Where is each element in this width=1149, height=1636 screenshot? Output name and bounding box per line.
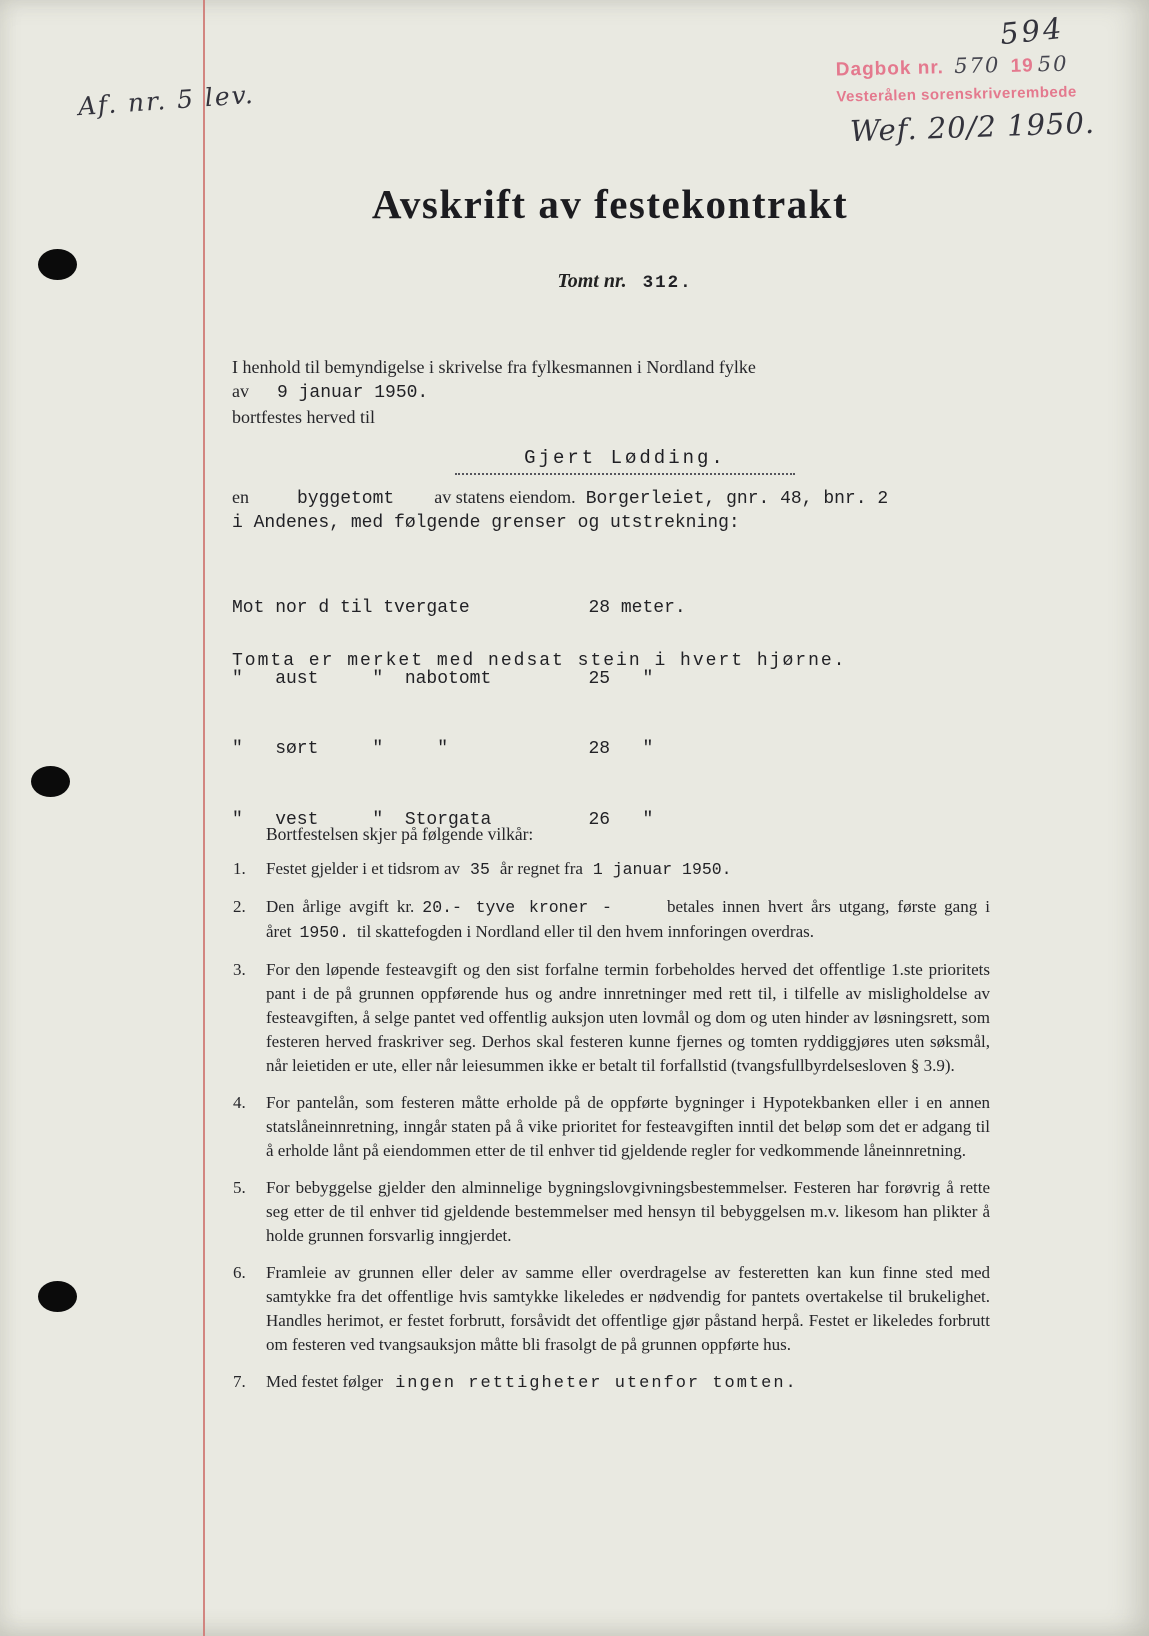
condition-1-typed-duration: 35	[470, 860, 490, 879]
condition-number: 5.	[233, 1178, 246, 1197]
boundary-row-north: Mot nor d til tvergate 28 meter.	[232, 598, 686, 618]
condition-number: 4.	[233, 1093, 246, 1112]
grant-line	[232, 487, 888, 509]
condition-text	[266, 1370, 990, 1396]
journal-stamp	[836, 51, 1077, 105]
condition-number: 7.	[233, 1372, 246, 1391]
condition-item-2	[233, 895, 990, 945]
condition-number: 6.	[233, 1263, 246, 1282]
boundary-row-west: " vest " Storgata 26 "	[232, 809, 654, 830]
condition-text: For pantelån, som festeren måtte erholde på de oppførte bygninger i Hypotekbanken eller i en annen statslåneinnretning, inngår staten på å vike prioritet for festeavgiften inntil det beløp som det er adgang til å erholde lånt på eiendommen etter de til enhver tid gjeldende regler for vedkommende låneinnretning.	[266, 1093, 990, 1160]
plot-number-label: Tomt nr.	[557, 270, 627, 292]
punch-hole-middle	[31, 766, 70, 797]
location-line: i Andenes, med følgende grenser og utstrekning:	[232, 513, 740, 533]
punch-hole-bottom	[38, 1281, 77, 1312]
condition-text	[266, 857, 990, 882]
condition-text: For bebyggelse gjelder den alminnelige bygningslovgivningsbestemmelser. Festeren har forøvrig å rette seg etter de til enhver tid gjeldende bestemmelser med hensyn til bebyggelsen m.v. likesom han plikter å holde grunnen forsvarlig inngjerdet.	[266, 1178, 990, 1245]
condition-item-6	[233, 1261, 990, 1357]
condition-number: 2.	[233, 897, 246, 916]
intro-line-2	[232, 379, 756, 405]
intro-line-3: bortfestes herved til	[232, 407, 375, 427]
handwritten-date-note: Wef. 20/2 1950.	[849, 105, 1096, 149]
plot-number-value: 312.	[642, 273, 693, 293]
condition-7-typed: ingen rettigheter utenfor tomten.	[395, 1374, 798, 1393]
conditions-heading: Bortfestelsen skjer på følgende vilkår:	[266, 824, 534, 844]
condition-1-printed-a: Festet gjelder i et tidsrom av	[266, 859, 461, 878]
condition-number: 3.	[233, 960, 246, 979]
marker-note: Tomta er merket med nedsat stein i hvert hjørne.	[232, 651, 847, 671]
condition-item-5	[233, 1176, 990, 1248]
condition-1-typed-date: 1 januar 1950.	[592, 860, 732, 879]
condition-7-printed: Med festet følger	[266, 1372, 384, 1391]
condition-number: 1.	[233, 859, 246, 878]
condition-item-1	[233, 857, 990, 882]
condition-2-printed-b: betales innen hvert års utgang, første gang i året	[266, 897, 990, 941]
stamp-year-handwritten: 50	[1037, 51, 1069, 77]
intro-date-typed: 9 januar 1950.	[277, 383, 429, 403]
page-number: 594	[998, 10, 1066, 52]
condition-2-printed-a: Den årlige avgift kr.	[266, 897, 415, 916]
grant-property-typed: Borgerleiet, gnr. 48, bnr. 2	[585, 489, 889, 509]
intro-line-1: I henhold til bemyndigelse i skrivelse fra fylkesmannen i Nordland fylke	[232, 357, 756, 377]
plot-number	[230, 270, 1020, 293]
stamp-year-printed: 19	[1010, 55, 1034, 77]
boundary-row-south: " sørt " " 28 "	[232, 739, 654, 759]
intro-paragraph	[232, 355, 756, 429]
stamp-journal-number: 570	[953, 53, 1001, 79]
condition-item-7	[233, 1370, 990, 1396]
punch-hole-top	[38, 249, 77, 280]
condition-2-typed-amount: 20.- tyve kroner -	[422, 898, 612, 917]
condition-text	[266, 895, 990, 945]
condition-item-3	[233, 958, 990, 1078]
stamp-journal-line	[836, 51, 1077, 81]
condition-item-4	[233, 1091, 990, 1163]
stamp-label: Dagbok nr.	[835, 57, 945, 81]
boundary-row-east: " aust " nabotomt 25 "	[232, 668, 654, 689]
condition-text: For den løpende festeavgift og den sist forfalne termin forbeholdes herved det offentlige 1.ste prioritets pant i de på grunnen oppførende hus og andre innretninger med rett til, i tilfelle av misligholdelse av festeavgiften, å selge pantet ved offentlig auksjon uten lovmål og dom og uten hinder av løsningsrett, som festeren herved fraskriver seg. Derhos skal festeren kunne fjernes og tomten ryddiggjøres uten søksmål, når leietiden er ute, eller når leiesummen ikke er betalt til forfallstid (tvangsfullbyrdelsesloven § 3.9).	[266, 960, 990, 1075]
condition-2-printed-c: til skattefogden i Nordland eller til den hvem innforingen overdras.	[357, 922, 814, 941]
conditions-section	[233, 822, 990, 1409]
grant-type-typed: byggetomt	[297, 489, 395, 509]
condition-text: Framleie av grunnen eller deler av samme eller overdragelse av festeretten kan kun finne sted med samtykke fra det offentlige hvis samtykke likeledes er nødvendig for pantets overtakelse til brukelighet. Handles herimot, er festet forbrutt, forsåvidt det offentlige gjør påstand herpå. Festet er likeledes forbrutt om festeren ved tvangsauksjon måtte bli frasolgt de på grunnen oppførte hus.	[266, 1263, 990, 1354]
stamp-office-name: Vesterålen sorenskriverembede	[836, 83, 1077, 106]
intro-line-2-prefix: av	[232, 381, 249, 401]
document-title: Avskrift av festekontrakt	[371, 181, 849, 227]
condition-2-typed-year: 1950.	[299, 923, 349, 942]
grant-article: en	[232, 487, 249, 507]
grant-ownership: av statens eiendom.	[434, 487, 576, 507]
condition-1-printed-b: år regnet fra	[499, 859, 583, 878]
lessee-name: Gjert Lødding.	[455, 447, 795, 475]
handwritten-note-top-left: Af. nr. 5 lev.	[77, 79, 256, 122]
red-margin-line	[203, 0, 205, 1636]
